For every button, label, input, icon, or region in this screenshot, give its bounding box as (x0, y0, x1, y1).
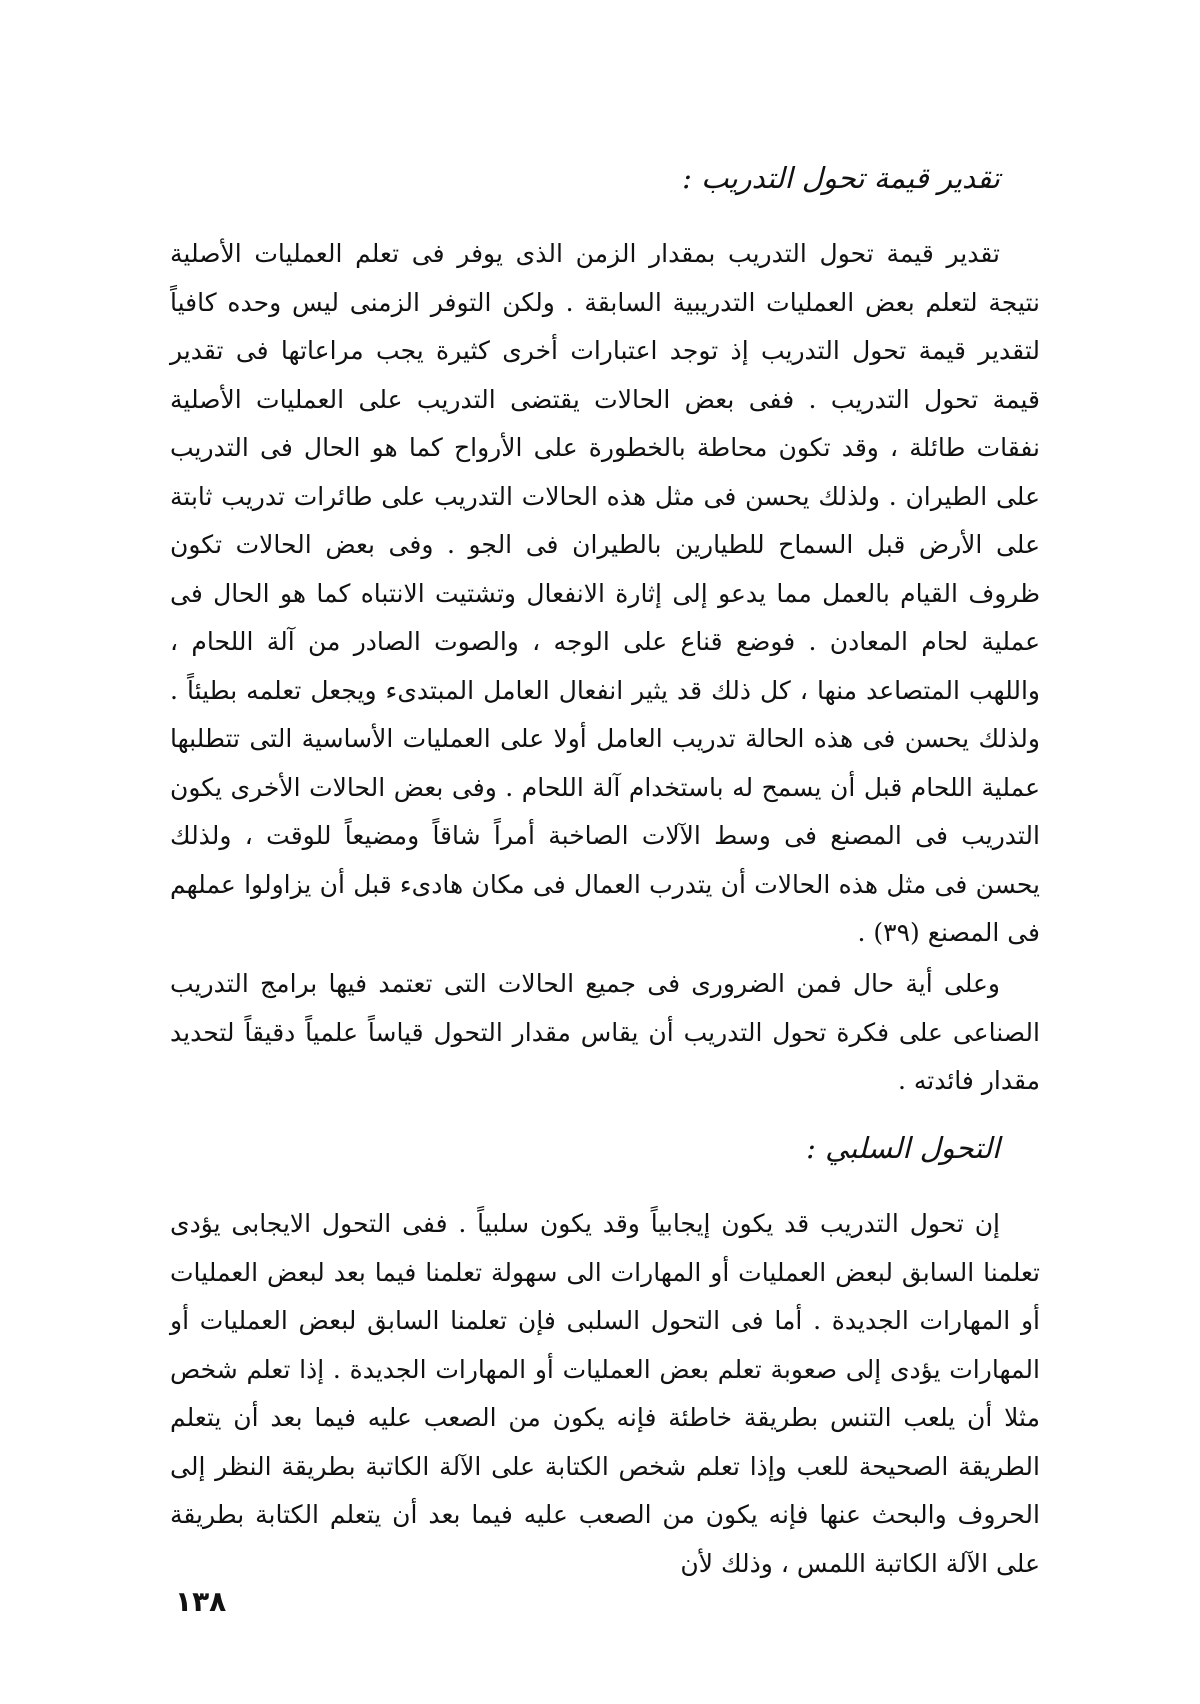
paragraph-negative-transfer (170, 1200, 1040, 1588)
page-number: ١٣٨ (175, 1585, 227, 1618)
paragraph-text: تقدير قيمة تحول التدريب بمقدار الزمن الذى يوفر فى تعلم العمليات الأصلية نتيجة لتعلم بعض العمليات التدريبية السابقة . ولكن التوفر الزمنى ليس وحده كافياً لتقدير قيمة تحول التدريب إذ توجد اعتبارات أخرى كثيرة يجب مراعاتها فى تقدير قيمة تحول التدريب . ففى بعض الحالات يقتضى التدريب على العمليات الأصلية نفقات طائلة ، وقد تكون محاطة بالخطورة على الأرواح كما هو الحال فى التدريب على الطيران . ولذلك يحسن فى مثل هذه الحالات التدريب على طائرات تدريب ثابتة على الأرض قبل السماح للطيارين بالطيران فى الجو . وفى بعض الحالات تكون ظروف القيام بالعمل مما يدعو إلى إثارة الانفعال وتشتيت الانتباه كما هو الحال فى عملية لحام المعادن . فوضع قناع على الوجه ، والصوت الصادر من آلة اللحام ، واللهب المتصاعد منها ، كل ذلك قد يثير انفعال العامل المبتدىء ويجعل تعلمه بطيئاً . ولذلك يحسن فى هذه الحالة تدريب العامل أولا على العمليات الأساسية التى تتطلبها عملية اللحام قبل أن يسمح له باستخدام آلة اللحام . وفى بعض الحالات الأخرى يكون التدريب فى المصنع فى وسط الآلات الصاخبة أمراً شاقاً ومضيعاً للوقت ، ولذلك يحسن فى مثل هذه الحالات أن يتدرب العمال فى مكان هادىء قبل أن يزاولوا عملهم فى المصنع (٣٩) . (170, 239, 1040, 947)
paragraph-transfer-value (170, 230, 1040, 958)
section-heading-negative-transfer: التحول السلبي : (806, 1131, 1000, 1165)
paragraph-text: إن تحول التدريب قد يكون إيجابياً وقد يكون سلبياً . ففى التحول الايجابى يؤدى تعلمنا السابق لبعض العمليات أو المهارات الى سهولة تعلمنا فيما بعد لبعض العمليات أو المهارات الجديدة . أما فى التحول السلبى فإن تعلمنا السابق لبعض العمليات أو المهارات يؤدى إلى صعوبة تعلم بعض العمليات أو المهارات الجديدة . إذا تعلم شخص مثلا أن يلعب التنس بطريقة خاطئة فإنه يكون من الصعب عليه فيما بعد أن يتعلم الطريقة الصحيحة للعب وإذا تعلم شخص الكتابة على الآلة الكاتبة بطريقة النظر إلى الحروف والبحث عنها فإنه يكون من الصعب عليه فيما بعد أن يتعلم الكتابة بطريقة على الآلة الكاتبة اللمس ، وذلك لأن (170, 1209, 1040, 1578)
section-heading-transfer-value: تقدير قيمة تحول التدريب : (682, 161, 1000, 195)
paragraph-text: وعلى أية حال فمن الضرورى فى جميع الحالات التى تعتمد فيها برامج التدريب الصناعى على فكرة تحول التدريب أن يقاس مقدار التحول قياساً علمياً دقيقاً لتحديد مقدار فائدته . (170, 969, 1040, 1095)
paragraph-measurement (170, 960, 1040, 1106)
